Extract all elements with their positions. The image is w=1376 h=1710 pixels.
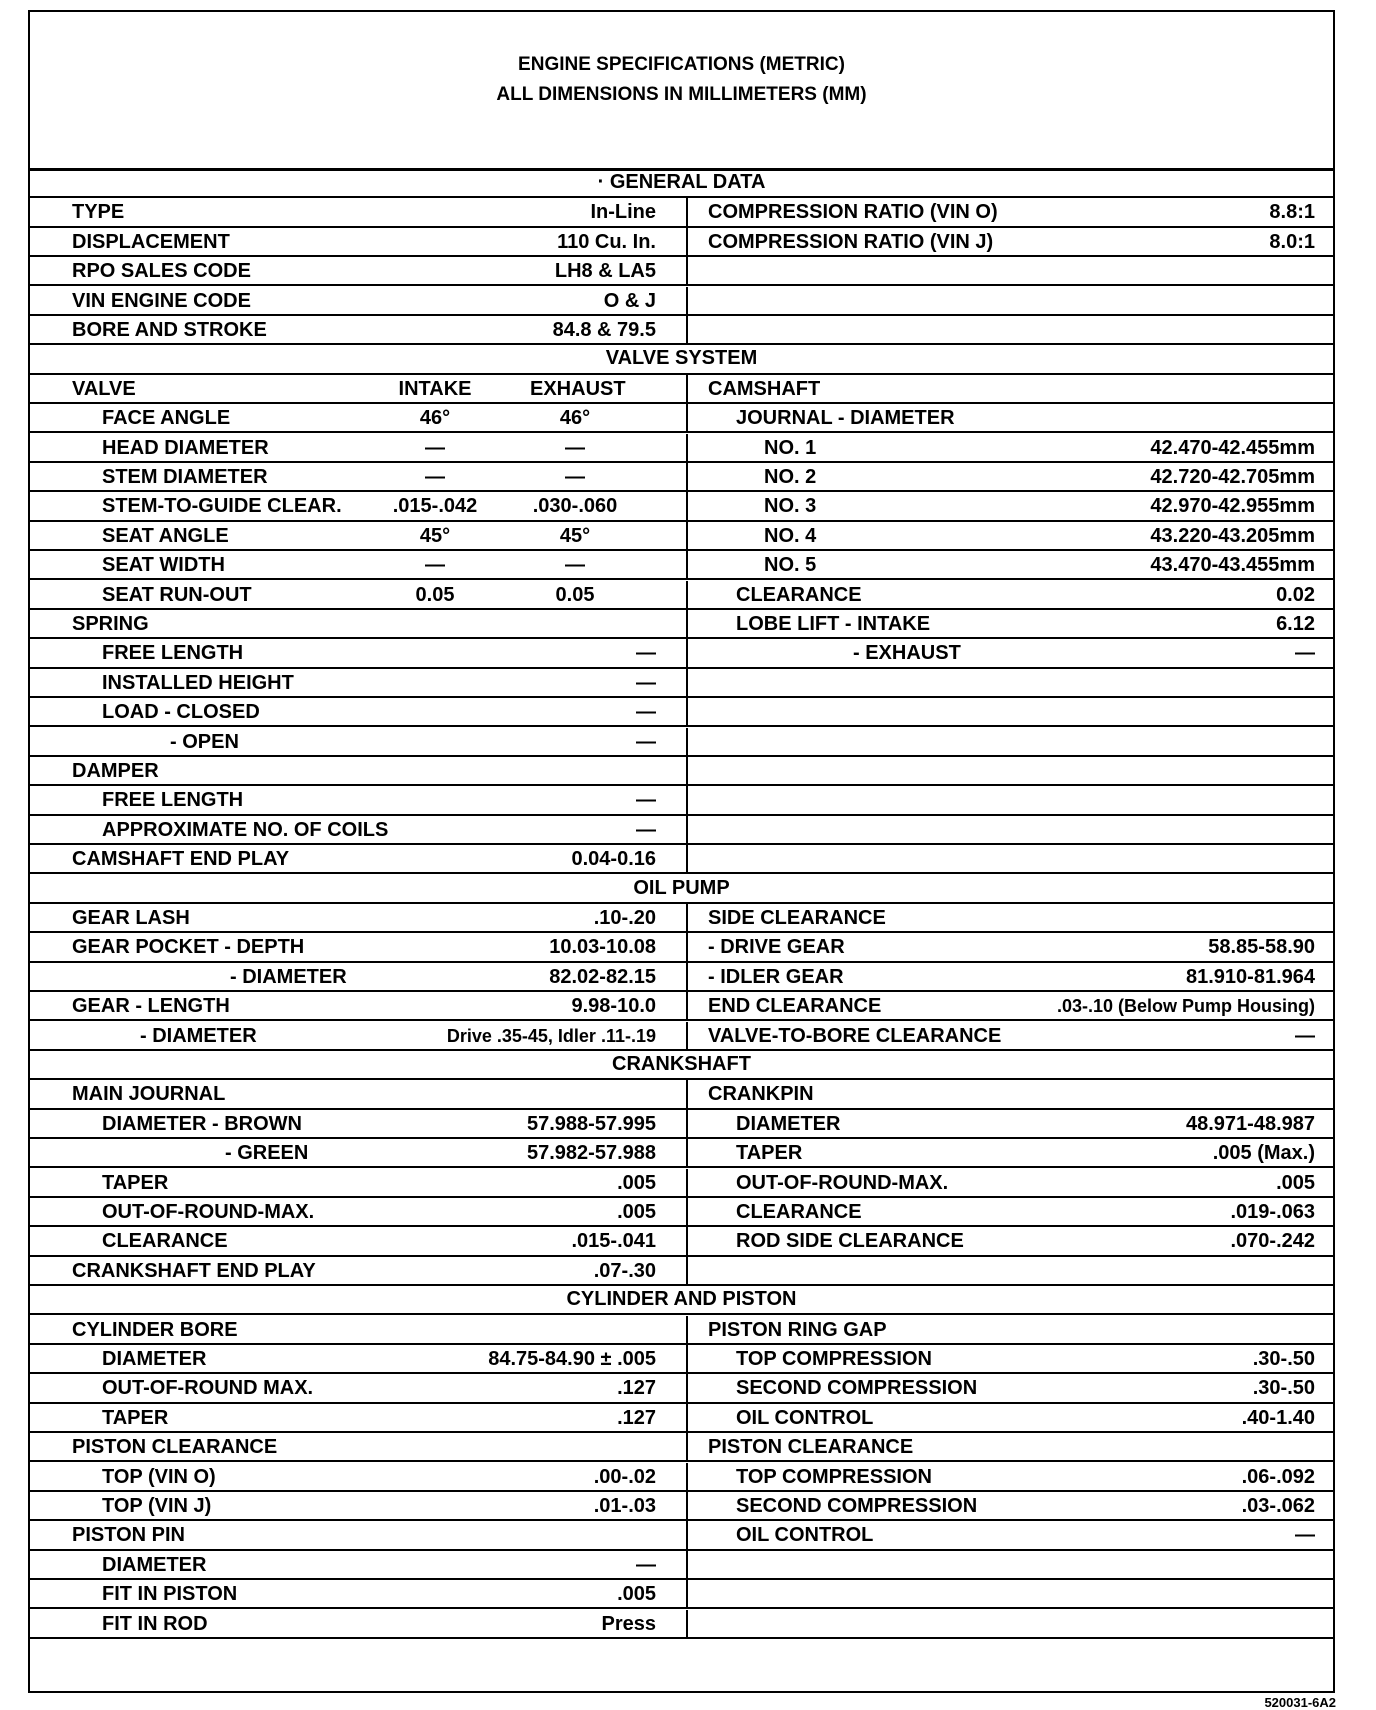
- left-value: 0.04-0.16: [571, 848, 656, 871]
- spec-row: [30, 845, 1333, 874]
- left-cell: [30, 1610, 688, 1637]
- left-value: —: [636, 818, 656, 841]
- right-label: COMPRESSION RATIO (VIN O): [708, 201, 998, 224]
- left-cell: [30, 963, 688, 990]
- right-value: .070-.242: [1230, 1230, 1315, 1253]
- left-label: FIT IN PISTON: [102, 1583, 238, 1606]
- spec-row: [30, 463, 1333, 492]
- spec-row: [30, 492, 1333, 521]
- right-cell: [688, 992, 1337, 1019]
- spec-row: [30, 257, 1333, 286]
- spec-row: [30, 639, 1333, 668]
- left-cell: [30, 551, 688, 578]
- right-value: —: [1295, 1024, 1315, 1047]
- left-cell: [30, 404, 688, 431]
- left-cell: [30, 1404, 688, 1431]
- right-value: 81.910-81.964: [1185, 965, 1315, 988]
- right-label: - IDLER GEAR: [708, 965, 844, 988]
- left-label: - DIAMETER: [140, 1024, 257, 1047]
- title-line-2: ALL DIMENSIONS IN MILLIMETERS (MM): [496, 84, 867, 105]
- right-cell: [688, 1080, 1337, 1107]
- exhaust-value: 0.05: [555, 583, 595, 606]
- left-label: TAPER: [102, 1171, 169, 1194]
- right-cell: [688, 287, 1337, 314]
- left-cell: [30, 581, 688, 608]
- left-cell: [30, 287, 688, 314]
- left-label: FREE LENGTH: [102, 642, 244, 665]
- right-cell: [688, 669, 1337, 696]
- left-cell: [30, 992, 688, 1019]
- right-cell: [688, 463, 1337, 490]
- spec-row: [30, 610, 1333, 639]
- spec-row: [30, 1257, 1333, 1286]
- spec-row: [30, 669, 1333, 698]
- right-cell: [688, 786, 1337, 813]
- intake-value: .015-.042: [392, 495, 478, 518]
- spec-row: [30, 1316, 1333, 1345]
- left-label: CRANKSHAFT END PLAY: [72, 1259, 316, 1282]
- left-label: APPROXIMATE NO. OF COILS: [102, 818, 389, 841]
- left-label: DIAMETER: [102, 1553, 207, 1576]
- spec-row: [30, 1022, 1333, 1051]
- right-label: TAPER: [736, 1142, 803, 1165]
- exhaust-value: EXHAUST: [530, 377, 626, 400]
- right-label: NO. 4: [764, 524, 817, 547]
- left-cell: [30, 198, 688, 225]
- left-value: In-Line: [590, 201, 656, 224]
- intake-value: —: [425, 436, 445, 459]
- exhaust-value: 46°: [559, 407, 591, 430]
- left-value: O & J: [603, 289, 656, 312]
- left-value: —: [636, 789, 656, 812]
- left-label: FACE ANGLE: [102, 407, 231, 430]
- spec-row: [30, 904, 1333, 933]
- right-cell: [688, 316, 1337, 343]
- right-label: - DRIVE GEAR: [708, 936, 845, 959]
- left-label: LOAD - CLOSED: [102, 701, 260, 724]
- right-label: SECOND COMPRESSION: [736, 1377, 978, 1400]
- right-cell: [688, 845, 1337, 872]
- right-value: 6.12: [1276, 613, 1315, 635]
- left-label: GEAR - LENGTH: [72, 995, 230, 1018]
- right-cell: [688, 492, 1337, 519]
- right-cell: [688, 434, 1337, 461]
- left-cell: [30, 1374, 688, 1401]
- right-value: 42.720-42.705mm: [1150, 466, 1315, 488]
- right-label: JOURNAL - DIAMETER: [736, 407, 955, 430]
- right-cell: [688, 698, 1337, 725]
- right-value: .019-.063: [1230, 1201, 1315, 1223]
- spec-row: [30, 757, 1333, 786]
- left-cell: [30, 845, 688, 872]
- left-cell: [30, 1257, 688, 1284]
- left-cell: [30, 1551, 688, 1578]
- right-cell: [688, 963, 1337, 990]
- left-label: FIT IN ROD: [102, 1612, 208, 1635]
- spec-row: [30, 786, 1333, 815]
- section-header: CYLINDER AND PISTON: [30, 1286, 1333, 1315]
- right-label: PISTON CLEARANCE: [708, 1436, 914, 1459]
- left-label: INSTALLED HEIGHT: [102, 671, 294, 694]
- spec-row: [30, 434, 1333, 463]
- left-cell: [30, 492, 688, 519]
- spec-row: [30, 1492, 1333, 1521]
- left-value: —: [636, 1553, 656, 1576]
- spec-sheet: [28, 10, 1335, 1693]
- right-cell: [688, 1169, 1337, 1196]
- spec-row: [30, 1463, 1333, 1492]
- figure-code: 520031-6A2: [1264, 1695, 1336, 1710]
- left-label: CAMSHAFT END PLAY: [72, 848, 290, 871]
- right-cell: [688, 1139, 1337, 1166]
- right-label: END CLEARANCE: [708, 995, 882, 1018]
- right-cell: [688, 1374, 1337, 1401]
- left-label: VIN ENGINE CODE: [72, 289, 251, 312]
- left-value: —: [636, 701, 656, 724]
- right-label: OUT-OF-ROUND-MAX.: [736, 1171, 949, 1194]
- right-value: .30-.50: [1252, 1348, 1315, 1370]
- left-value: —: [636, 642, 656, 665]
- right-label: ROD SIDE CLEARANCE: [736, 1230, 964, 1253]
- right-label: SECOND COMPRESSION: [736, 1495, 978, 1517]
- right-cell: [688, 551, 1337, 578]
- right-value: —: [1295, 1524, 1315, 1547]
- right-cell: [688, 933, 1337, 960]
- right-cell: [688, 375, 1337, 402]
- spec-row: [30, 728, 1333, 757]
- right-cell: [688, 1257, 1337, 1284]
- right-value: .30-.50: [1252, 1377, 1315, 1400]
- left-label: - DIAMETER: [230, 965, 347, 988]
- left-value: —: [636, 671, 656, 694]
- right-value: 48.971-48.987: [1185, 1112, 1315, 1135]
- right-label: COMPRESSION RATIO (VIN J): [708, 230, 994, 253]
- left-cell: [30, 669, 688, 696]
- right-value: 0.02: [1276, 583, 1315, 606]
- spec-row: [30, 1169, 1333, 1198]
- spec-row: [30, 1610, 1333, 1639]
- right-label: PISTON RING GAP: [708, 1318, 887, 1341]
- right-cell: [688, 757, 1337, 784]
- spec-row: [30, 933, 1333, 962]
- right-label: SIDE CLEARANCE: [708, 907, 886, 929]
- left-label: PISTON PIN: [72, 1524, 185, 1547]
- left-label: - GREEN: [225, 1142, 309, 1165]
- right-label: - EXHAUST: [853, 642, 961, 665]
- left-cell: [30, 375, 688, 402]
- left-cell: [30, 1521, 688, 1548]
- spec-row: [30, 816, 1333, 845]
- left-cell: [30, 1492, 688, 1519]
- left-cell: [30, 610, 688, 637]
- left-cell: [30, 1198, 688, 1225]
- left-value: .005: [617, 1201, 656, 1223]
- left-label: OUT-OF-ROUND-MAX.: [102, 1201, 315, 1223]
- spec-row: [30, 698, 1333, 727]
- left-label: SEAT RUN-OUT: [102, 583, 252, 606]
- right-value: .005: [1276, 1171, 1315, 1194]
- right-cell: [688, 1345, 1337, 1372]
- right-cell: [688, 1580, 1337, 1607]
- left-value: .00-.02: [593, 1465, 656, 1488]
- section-header: OIL PUMP: [30, 875, 1333, 904]
- left-label: VALVE: [72, 377, 136, 400]
- left-cell: [30, 522, 688, 549]
- left-cell: [30, 1227, 688, 1254]
- right-value: .03-.062: [1241, 1495, 1315, 1517]
- right-label: CLEARANCE: [736, 583, 862, 606]
- left-value: .127: [617, 1377, 656, 1400]
- right-value: .06-.092: [1241, 1465, 1315, 1488]
- right-label: NO. 5: [764, 554, 817, 577]
- left-label: FREE LENGTH: [102, 789, 244, 812]
- left-cell: [30, 1080, 688, 1107]
- left-label: MAIN JOURNAL: [72, 1083, 226, 1106]
- title-block: [30, 12, 1333, 171]
- left-label: GEAR LASH: [72, 907, 190, 929]
- left-label: PISTON CLEARANCE: [72, 1436, 278, 1459]
- title-line-1: ENGINE SPECIFICATIONS (METRIC): [518, 54, 845, 75]
- left-cell: [30, 1580, 688, 1607]
- left-value: 84.75-84.90 ± .005: [488, 1348, 656, 1370]
- spec-row: [30, 1404, 1333, 1433]
- left-label: CYLINDER BORE: [72, 1318, 238, 1341]
- left-cell: [30, 698, 688, 725]
- left-label: TOP (VIN J): [102, 1495, 212, 1517]
- right-label: CAMSHAFT: [708, 377, 821, 400]
- spec-row: [30, 228, 1333, 257]
- left-value: .01-.03: [593, 1495, 656, 1517]
- left-cell: [30, 757, 688, 784]
- right-cell: [688, 610, 1337, 637]
- right-label: TOP COMPRESSION: [736, 1348, 932, 1370]
- right-label: LOBE LIFT - INTAKE: [736, 613, 931, 635]
- left-value: Drive .35-45, Idler .11-.19: [446, 1025, 656, 1046]
- left-cell: [30, 1433, 688, 1460]
- spec-row: [30, 404, 1333, 433]
- intake-value: INTAKE: [398, 377, 472, 400]
- spec-row: [30, 551, 1333, 580]
- intake-value: 46°: [419, 407, 451, 430]
- right-value: 42.470-42.455mm: [1150, 436, 1315, 459]
- right-label: CRANKPIN: [708, 1083, 814, 1106]
- right-value: 43.220-43.205mm: [1150, 524, 1315, 547]
- spec-row: [30, 375, 1333, 404]
- left-label: TOP (VIN O): [102, 1465, 216, 1488]
- right-cell: [688, 581, 1337, 608]
- left-value: .07-.30: [593, 1259, 656, 1282]
- left-value: .015-.041: [571, 1230, 656, 1253]
- right-cell: [688, 1492, 1337, 1519]
- exhaust-value: —: [565, 554, 585, 577]
- left-value: 110 Cu. In.: [557, 230, 656, 253]
- left-value: .005: [617, 1171, 656, 1194]
- left-label: CLEARANCE: [102, 1230, 228, 1253]
- spec-row: [30, 1227, 1333, 1256]
- right-value: .03-.10 (Below Pump Housing): [1056, 996, 1315, 1017]
- left-value: 82.02-82.15: [549, 965, 656, 988]
- right-label: TOP COMPRESSION: [736, 1465, 932, 1488]
- left-value: .10-.20: [593, 907, 656, 929]
- left-cell: [30, 1345, 688, 1372]
- left-label: GEAR POCKET - DEPTH: [72, 936, 305, 959]
- right-cell: [688, 257, 1337, 284]
- left-cell: [30, 1316, 688, 1343]
- left-label: STEM DIAMETER: [102, 466, 268, 488]
- right-value: .005 (Max.): [1212, 1142, 1315, 1165]
- left-cell: [30, 257, 688, 284]
- right-cell: [688, 1316, 1337, 1343]
- spec-row: [30, 522, 1333, 551]
- left-label: SPRING: [72, 613, 149, 635]
- left-label: - OPEN: [170, 730, 239, 753]
- right-label: CLEARANCE: [736, 1201, 862, 1223]
- right-cell: [688, 228, 1337, 255]
- left-value: 9.98-10.0: [571, 995, 656, 1018]
- spec-row: [30, 1198, 1333, 1227]
- left-cell: [30, 316, 688, 343]
- left-cell: [30, 786, 688, 813]
- left-cell: [30, 1022, 688, 1049]
- left-value: LH8 & LA5: [554, 260, 656, 283]
- section-header: · GENERAL DATA: [30, 169, 1333, 198]
- left-cell: [30, 1463, 688, 1490]
- left-label: BORE AND STROKE: [72, 319, 267, 341]
- right-cell: [688, 1463, 1337, 1490]
- left-value: 57.988-57.995: [526, 1112, 656, 1135]
- left-label: DISPLACEMENT: [72, 230, 230, 253]
- right-label: DIAMETER: [736, 1112, 841, 1135]
- blank-row: [30, 1639, 1333, 1691]
- left-cell: [30, 434, 688, 461]
- right-cell: [688, 816, 1337, 843]
- left-label: SEAT ANGLE: [102, 524, 229, 547]
- left-cell: [30, 904, 688, 931]
- right-label: OIL CONTROL: [736, 1406, 874, 1429]
- left-cell: [30, 1110, 688, 1137]
- left-value: .127: [617, 1406, 656, 1429]
- left-label: RPO SALES CODE: [72, 260, 251, 283]
- spec-row: [30, 1139, 1333, 1168]
- right-cell: [688, 1610, 1337, 1637]
- spec-row: [30, 198, 1333, 227]
- right-cell: [688, 1433, 1337, 1460]
- right-cell: [688, 1110, 1337, 1137]
- spec-row: [30, 1345, 1333, 1374]
- left-cell: [30, 1169, 688, 1196]
- spec-row: [30, 1551, 1333, 1580]
- left-label: STEM-TO-GUIDE CLEAR.: [102, 495, 342, 518]
- spec-row: [30, 1374, 1333, 1403]
- right-value: 8.0:1: [1269, 230, 1315, 253]
- right-value: 58.85-58.90: [1208, 936, 1315, 959]
- right-label: NO. 2: [764, 466, 817, 488]
- left-value: Press: [601, 1612, 656, 1635]
- exhaust-value: 45°: [559, 524, 591, 547]
- right-cell: [688, 1551, 1337, 1578]
- left-label: SEAT WIDTH: [102, 554, 225, 577]
- left-label: DAMPER: [72, 760, 159, 782]
- intake-value: —: [425, 554, 445, 577]
- left-label: DIAMETER: [102, 1348, 207, 1370]
- spec-row: [30, 963, 1333, 992]
- right-cell: [688, 1521, 1337, 1548]
- right-cell: [688, 1022, 1337, 1049]
- spec-row: [30, 992, 1333, 1021]
- intake-value: —: [425, 466, 445, 488]
- spec-row: [30, 316, 1333, 345]
- left-label: DIAMETER - BROWN: [102, 1112, 302, 1135]
- left-label: TYPE: [72, 201, 125, 224]
- exhaust-value: —: [565, 436, 585, 459]
- left-value: .005: [617, 1583, 656, 1606]
- spec-row: [30, 287, 1333, 316]
- left-value: 84.8 & 79.5: [552, 319, 656, 341]
- right-cell: [688, 198, 1337, 225]
- left-value: —: [636, 730, 656, 753]
- left-value: 10.03-10.08: [549, 936, 656, 959]
- left-label: TAPER: [102, 1406, 169, 1429]
- left-cell: [30, 933, 688, 960]
- left-cell: [30, 228, 688, 255]
- right-label: NO. 3: [764, 495, 817, 518]
- right-cell: [688, 639, 1337, 666]
- section-header: CRANKSHAFT: [30, 1051, 1333, 1080]
- spec-row: [30, 1521, 1333, 1550]
- left-cell: [30, 816, 688, 843]
- left-cell: [30, 639, 688, 666]
- right-cell: [688, 1198, 1337, 1225]
- exhaust-value: —: [565, 466, 585, 488]
- left-label: HEAD DIAMETER: [102, 436, 269, 459]
- right-value: —: [1295, 642, 1315, 665]
- section-header: VALVE SYSTEM: [30, 345, 1333, 374]
- right-label: NO. 1: [764, 436, 817, 459]
- right-value: .40-1.40: [1241, 1406, 1315, 1429]
- spec-row: [30, 1110, 1333, 1139]
- right-value: 42.970-42.955mm: [1150, 495, 1315, 518]
- exhaust-value: .030-.060: [532, 495, 618, 518]
- left-cell: [30, 463, 688, 490]
- left-value: 57.982-57.988: [526, 1142, 656, 1165]
- spec-row: [30, 1433, 1333, 1462]
- left-cell: [30, 728, 688, 755]
- right-cell: [688, 522, 1337, 549]
- right-value: 43.470-43.455mm: [1150, 554, 1315, 577]
- spec-row: [30, 1580, 1333, 1609]
- spec-row: [30, 581, 1333, 610]
- right-label: VALVE-TO-BORE CLEARANCE: [708, 1024, 1002, 1047]
- right-label: OIL CONTROL: [736, 1524, 874, 1547]
- intake-value: 45°: [419, 524, 451, 547]
- right-cell: [688, 904, 1337, 931]
- right-cell: [688, 1227, 1337, 1254]
- right-cell: [688, 1404, 1337, 1431]
- spec-row: [30, 1080, 1333, 1109]
- left-label: OUT-OF-ROUND MAX.: [102, 1377, 314, 1400]
- right-cell: [688, 728, 1337, 755]
- left-cell: [30, 1139, 688, 1166]
- right-cell: [688, 404, 1337, 431]
- right-value: 8.8:1: [1269, 201, 1315, 224]
- intake-value: 0.05: [415, 583, 455, 606]
